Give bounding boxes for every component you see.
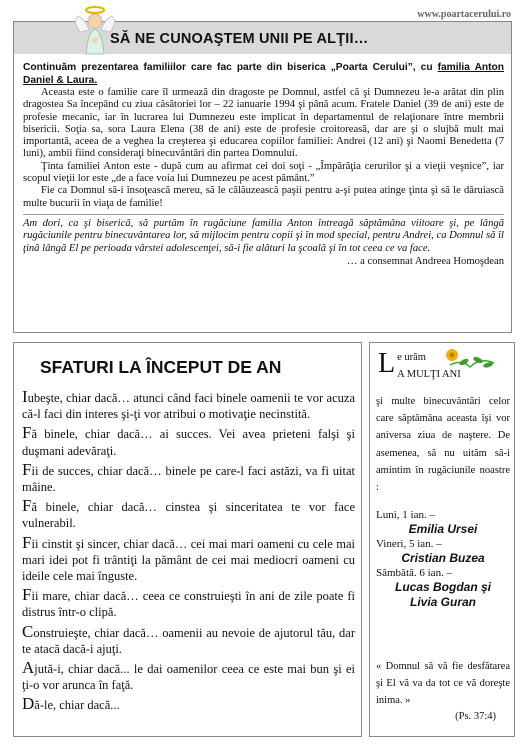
advice-item bbox=[22, 498, 355, 531]
birthday-greeting bbox=[378, 350, 510, 384]
quote-text: « Domnul să vă fie desfătarea şi El vă va da tot ce vă doreşte inima. » bbox=[376, 661, 510, 706]
advice-item bbox=[22, 696, 355, 713]
section-title: SĂ NE CUNOAŞTEM UNII PE ALŢII… bbox=[110, 31, 369, 47]
section-new-year-advice bbox=[13, 342, 362, 737]
birthday-name: Emilia Ursei bbox=[408, 522, 478, 536]
section-get-to-know bbox=[13, 21, 512, 333]
advice-item bbox=[22, 532, 355, 585]
article-body bbox=[23, 62, 504, 268]
advice-initial: F bbox=[22, 496, 32, 516]
intro-text: Continuăm prezentarea familiilor care fac parte din biserica „Poarta Cerului”, cu bbox=[23, 62, 438, 73]
advice-initial: I bbox=[22, 387, 28, 406]
advice-text: ă binele, chiar dacă… cinstea şi sinceritatea te vor face vulnerabil. bbox=[22, 500, 355, 531]
greeting-line-1: e urăm bbox=[397, 352, 426, 363]
advice-initial: F bbox=[22, 532, 32, 552]
advice-item bbox=[22, 660, 355, 693]
advice-title: SFATURI LA ÎNCEPUT DE AN bbox=[40, 357, 282, 377]
birthday-date: Luni, 1 ian. – bbox=[376, 509, 435, 521]
advice-initial: C bbox=[22, 621, 34, 641]
advice-initial: D bbox=[22, 694, 35, 714]
advice-text: onstruieşte, chiar dacă… oamenii au nevoie de ajutorul tău, dar te atacă dacă-i ajuţi. bbox=[22, 625, 355, 656]
birthday-name: Lucas Bogdan şi bbox=[394, 580, 492, 594]
divider bbox=[23, 214, 504, 215]
greeting-line-2: A MULŢI ANI bbox=[397, 368, 461, 380]
site-url[interactable]: www.poartacerului.ro bbox=[417, 9, 511, 20]
birthday-list bbox=[376, 508, 510, 610]
advice-text: ubeşte, chiar dacă… atunci când faci binele oamenii te vor acuza că-l faci din interes şi-ţi vor atribui o motivaţie necinstită. bbox=[22, 391, 355, 422]
signature: … a consemnat Andreea Homoşdean bbox=[346, 255, 504, 267]
advice-text: ii mare, chiar dacă… ceea ce construieşti în ani de zile poate fi distrus într-o clipă. bbox=[22, 589, 355, 620]
birthday-name: Cristian Buzea bbox=[401, 551, 485, 565]
advice-initial: A bbox=[22, 658, 35, 678]
advice-text: ii de succes, chiar dacă… binele pe care-l faci astăzi, va fi uitat mâine. bbox=[22, 463, 355, 495]
paragraph-goal: Ţinta familiei Anton este - după cum au afirmat cei doi soţi - „Împărăţia cerurilor şi a vieţii veşnice”, iar scopul vieţii lor este „de a face voia lui Dumnezeu pe acest pământ.” bbox=[23, 160, 504, 185]
advice-item bbox=[22, 587, 355, 620]
advice-text: jută-i, chiar dacă... le dai oamenilor ceea ce este mai bun şi ei ţi-o vor arunca în faţă. bbox=[22, 662, 355, 693]
paragraph-blessing: Fie ca Domnul să-i însoţească mereu, să le călăuzească paşii pentru a-şi putea atinge ţinta şi să le dăruiască multe bucurii în viaţa de familie! bbox=[23, 185, 504, 209]
quote-reference: (Ps. 37:4) bbox=[455, 711, 496, 723]
birthday-date: Sâmbătă. 6 ian. – bbox=[376, 567, 453, 579]
drop-cap: L bbox=[378, 348, 396, 379]
section-birthdays bbox=[369, 342, 515, 737]
advice-text: ii cinstit şi sincer, chiar dacă… cei mai mari oameni cu cele mai mari idei pot fi trântiţi la pământ de cei mai mediocri oameni cu ideile cele mai înguste. bbox=[22, 536, 355, 584]
advice-item bbox=[22, 459, 355, 495]
bible-quote bbox=[376, 659, 510, 726]
advice-initial: F bbox=[22, 585, 32, 605]
intro-paragraph bbox=[23, 62, 504, 87]
prayer-request: Am dori, ca şi biserică, să purtăm în rugăciune familia Anton întreagă săptămâna viitoare şi, pe lângă rugăciunile pentru binecuvântarea lor, să mijlocim pentru copii şi în mod special, pentru Andrei, ca Domnul să îl ţină lângă El pe perioada vârstei adolescenţei, să-i fie alături la şcoală şi în tot ceea ce va face. bbox=[23, 217, 504, 254]
advice-initial: F bbox=[22, 423, 32, 443]
family-name: familia Anton Daniel & Laura. bbox=[23, 62, 504, 86]
birthday-date: Vineri, 5 ian. – bbox=[376, 538, 442, 550]
advice-item bbox=[22, 621, 355, 657]
paragraph-family: Aceasta este o familie care îl urmează din dragoste pe Domnul, astfel că şi Dumnezeu le-a arătat din plin dragostea Sa începând cu ziua căsătoriei lor – 22 ianuarie 1994 şi până acum. Fratele Daniel (39 de ani) este de profesie mecanic, iar în lucrarea lui Dumnezeu este implicat în departamentul de relaţionare între membrii bisericii. Soţia sa, sora Laura Elena (38 de ani) este de profesie croitoreasă, dar are şi o slujbă mult mai importantă, aceea de a veghea la creşterea şi educarea copiilor familiei: Andrei (12 ani) şi Naomi Benedetta (7 luni), ambii fiind consideraţi binecuvântări din partea Domnului. bbox=[23, 87, 504, 160]
advice-list bbox=[22, 389, 355, 717]
advice-text: ă binele, chiar dacă… ai succes. Vei avea prieteni falşi şi duşmani adevăraţi. bbox=[22, 427, 355, 458]
advice-item bbox=[22, 389, 355, 422]
birthday-name: Livia Guran bbox=[409, 595, 477, 609]
birthday-text: şi multe binecuvântări celor care săptămâna aceasta îşi vor aniversa ziua de naştere. De asemenea, să nu uităm să-i amintim în rugăciunile noastre : bbox=[376, 396, 510, 494]
advice-initial: F bbox=[22, 459, 32, 479]
advice-item bbox=[22, 425, 355, 458]
advice-text: ă-le, chiar dacă... bbox=[34, 698, 120, 713]
